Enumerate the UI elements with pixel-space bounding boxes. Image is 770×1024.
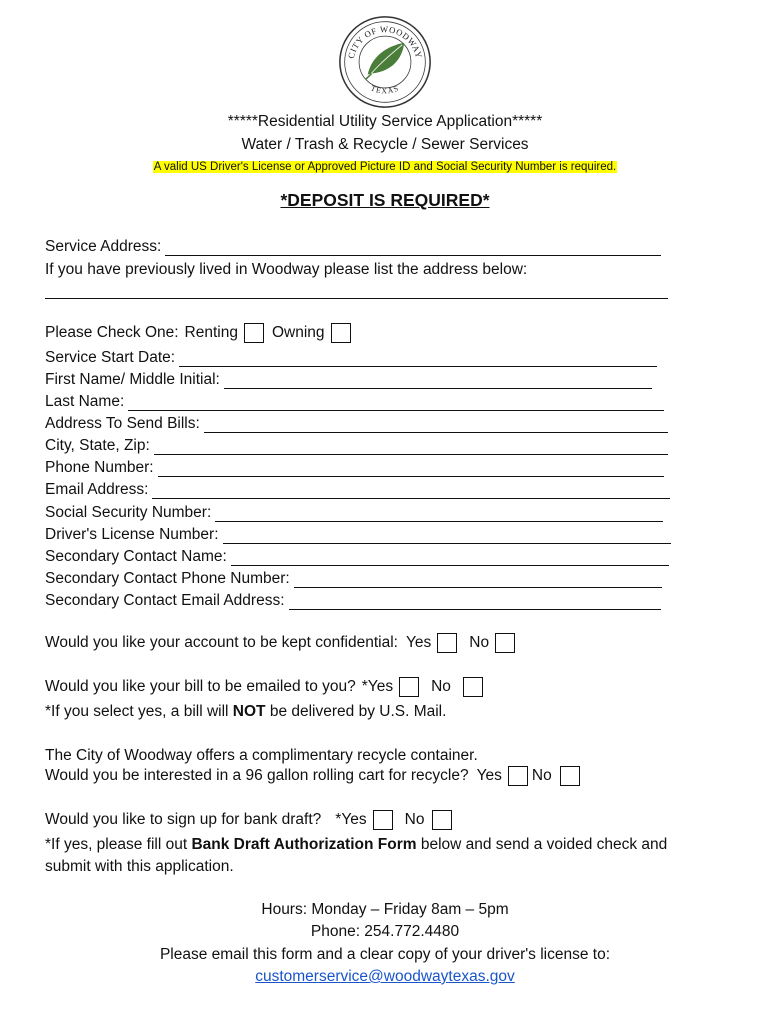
email-bill-note [45,703,446,721]
owning-checkbox[interactable] [331,323,351,343]
owning-label: Owning [271,324,325,341]
field-label: Email Address: [45,481,149,498]
field-row [45,393,664,411]
deposit-required-heading: *DEPOSIT IS REQUIRED* [280,190,490,210]
secondary-contact-name-field[interactable] [231,551,669,566]
field-label: Secondary Contact Email Address: [45,592,285,609]
email-instruction: Please email this form and a clear copy of your driver's license to: [159,946,611,963]
last-name-field[interactable] [128,396,664,411]
email-bill-yes-label: *Yes [361,678,394,695]
field-label: First Name/ Middle Initial: [45,371,220,388]
service-address-row [45,238,661,256]
email-bill-note-bold: NOT [232,703,266,720]
bank-draft-note [45,836,667,854]
confidential-no-checkbox[interactable] [495,633,515,653]
city-state-zip-field[interactable] [154,440,668,455]
email-address-field[interactable] [152,484,670,499]
residence-type-row [45,323,355,343]
field-row [45,349,657,367]
recycle-no-checkbox[interactable] [560,766,580,786]
drivers-license-field[interactable] [223,529,671,544]
bank-draft-note-line2: submit with this application. [45,858,234,875]
svg-text:TEXAS: TEXAS [369,83,401,96]
previous-address-prompt: If you have previously lived in Woodway please list the address below: [45,261,528,278]
secondary-contact-email-field[interactable] [289,595,661,610]
email-bill-question: Would you like your bill to be emailed to you? [45,678,356,695]
ssn-field[interactable] [215,507,663,522]
email-bill-note-text-end: be delivered by U.S. Mail. [265,703,447,720]
field-row [45,437,668,455]
email-bill-no-label: No [431,678,451,695]
id-requirement-note: A valid US Driver's License or Approved Picture ID and Social Security Number is required. [153,161,617,173]
field-label: Driver's License Number: [45,526,219,543]
svg-text:CITY OF WOODWAY: CITY OF WOODWAY [345,24,425,60]
recycle-question: Would you be interested in a 96 gallon rolling cart for recycle? [45,767,469,784]
field-row [45,415,668,433]
service-address-label: Service Address: [45,238,162,255]
field-label: Secondary Contact Name: [45,548,227,565]
field-label: Social Security Number: [45,504,212,521]
previous-address-row [45,284,668,299]
customer-service-email-link[interactable]: customerservice@woodwaytexas.gov [255,968,515,985]
recycle-yes-label: Yes [476,767,502,784]
form-subtitle: Water / Trash & Recycle / Sewer Services [241,136,529,153]
form-title: *****Residential Utility Service Application***** [227,113,543,130]
recycle-no-label: No [531,767,552,784]
field-row [45,504,663,522]
email-bill-note-text: *If you select yes, a bill will [45,703,233,720]
recycle-row [45,766,584,786]
email-bill-row [45,677,487,697]
bank-draft-form-name: Bank Draft Authorization Form [191,836,417,853]
field-row [45,548,669,566]
service-start-date-field[interactable] [179,352,657,367]
field-row [45,592,661,610]
confidential-row [45,633,519,653]
bank-draft-yes-label: *Yes [335,811,367,828]
secondary-contact-phone-field[interactable] [294,573,662,588]
field-row [45,481,670,499]
field-label: Service Start Date: [45,349,176,366]
field-row [45,371,652,389]
office-hours: Hours: Monday – Friday 8am – 5pm [261,901,509,918]
check-one-label: Please Check One: [45,324,179,341]
bank-draft-note-text: *If yes, please fill out [45,836,192,853]
city-of-woodway-seal [337,14,433,110]
bank-draft-no-label: No [404,811,425,828]
service-address-field[interactable] [165,241,661,256]
recycle-yes-checkbox[interactable] [508,766,528,786]
confidential-question: Would you like your account to be kept confidential: [45,634,398,651]
bank-draft-yes-checkbox[interactable] [373,810,393,830]
email-bill-no-checkbox[interactable] [463,677,483,697]
field-label: Secondary Contact Phone Number: [45,570,290,587]
phone-number-field[interactable] [158,462,664,477]
billing-address-field[interactable] [204,418,668,433]
field-label: Last Name: [45,393,125,410]
email-bill-yes-checkbox[interactable] [399,677,419,697]
bank-draft-row [45,810,456,830]
field-label: Address To Send Bills: [45,415,200,432]
bank-draft-question: Would you like to sign up for bank draft? [45,811,322,828]
bank-draft-no-checkbox[interactable] [432,810,452,830]
confidential-yes-label: Yes [405,634,432,651]
field-row [45,526,671,544]
field-label: Phone Number: [45,459,154,476]
renting-label: Renting [184,324,238,341]
bank-draft-note-text-end: below and send a voided check and [416,836,668,853]
previous-address-field[interactable] [45,284,668,299]
recycle-intro: The City of Woodway offers a complimentary recycle container. [45,747,478,764]
confidential-no-label: No [469,634,490,651]
office-phone: Phone: 254.772.4480 [310,923,460,940]
first-name-field[interactable] [224,374,652,389]
field-label: City, State, Zip: [45,437,150,454]
field-row [45,570,662,588]
renting-checkbox[interactable] [244,323,264,343]
confidential-yes-checkbox[interactable] [437,633,457,653]
field-row [45,459,664,477]
